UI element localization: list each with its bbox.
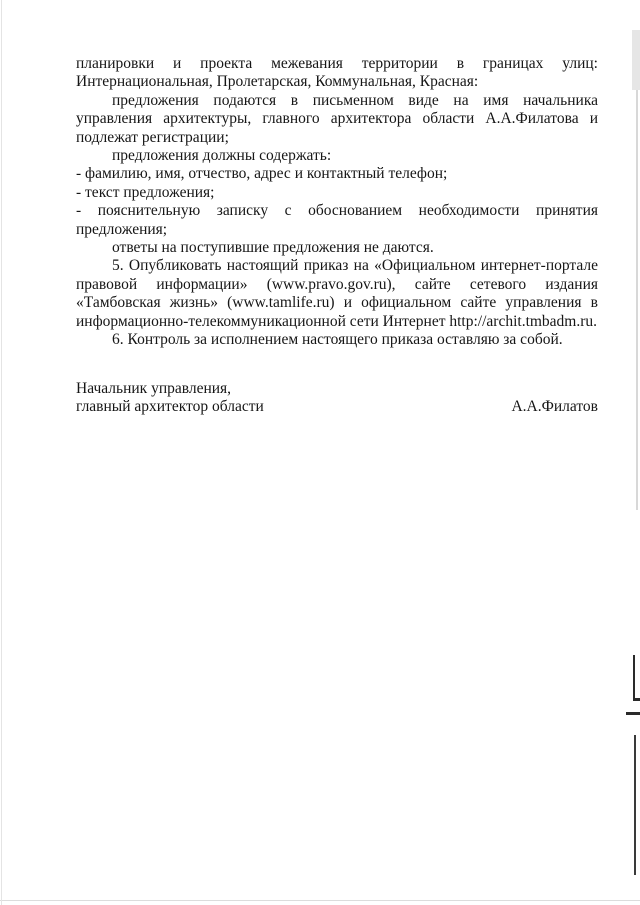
scan-edge-mark-lower <box>634 735 636 875</box>
list-item-explanatory-note: - пояснительную записку с обоснованием необходимости принятия предложения; <box>76 202 598 238</box>
paragraph-item-6-control: 6. Контроль за исполнением настоящего приказа оставляю за собой. <box>112 331 563 349</box>
scan-edge-mark-bottom <box>0 900 640 901</box>
list-item-proposal-text: - текст предложения; <box>76 183 215 201</box>
signature-name: А.А.Филатов <box>511 398 598 416</box>
scan-edge-mark-upper <box>636 90 638 510</box>
scan-edge-mark-left <box>1 0 2 905</box>
list-item-contact-details: - фамилию, имя, отчество, адрес и контактный телефон; <box>76 165 448 183</box>
scan-edge-mark-bracket-foot <box>633 698 640 701</box>
paragraph-territory-streets: планировки и проекта межевания территории в границах улиц: Интернациональная, Пролетарская, Коммунальная, Красная: <box>76 55 598 91</box>
paragraph-contents-intro: предложения должны содержать: <box>112 147 332 165</box>
signature-line <box>76 398 598 416</box>
paragraph-item-5-publication: 5. Опубликовать настоящий приказ на «Официальном интернет-портале правовой информации» (www.pravo.gov.ru), сайте сетевого издания «Тамбовская жизнь» (www.tamlife.ru) и официальном сайте управления в информационно-телекоммуникационной сети Интернет http://archit.tmbadm.ru. <box>76 257 598 330</box>
signature-position-line2: главный архитектор области <box>76 398 264 416</box>
signature-block <box>76 380 598 417</box>
scan-edge-mark-dash <box>626 712 640 715</box>
signature-position-line1: Начальник управления, <box>76 380 232 397</box>
scan-edge-mark-bracket <box>633 655 635 700</box>
paragraph-submission-method: предложения подаются в письменном виде на имя начальника управления архитектуры, главного архитектора области А.А.Филатова и подлежат регистрации; <box>76 91 598 146</box>
scan-edge-mark-top <box>632 30 640 90</box>
document-body <box>76 55 598 350</box>
paragraph-no-replies: ответы на поступившие предложения не даются. <box>112 239 434 257</box>
